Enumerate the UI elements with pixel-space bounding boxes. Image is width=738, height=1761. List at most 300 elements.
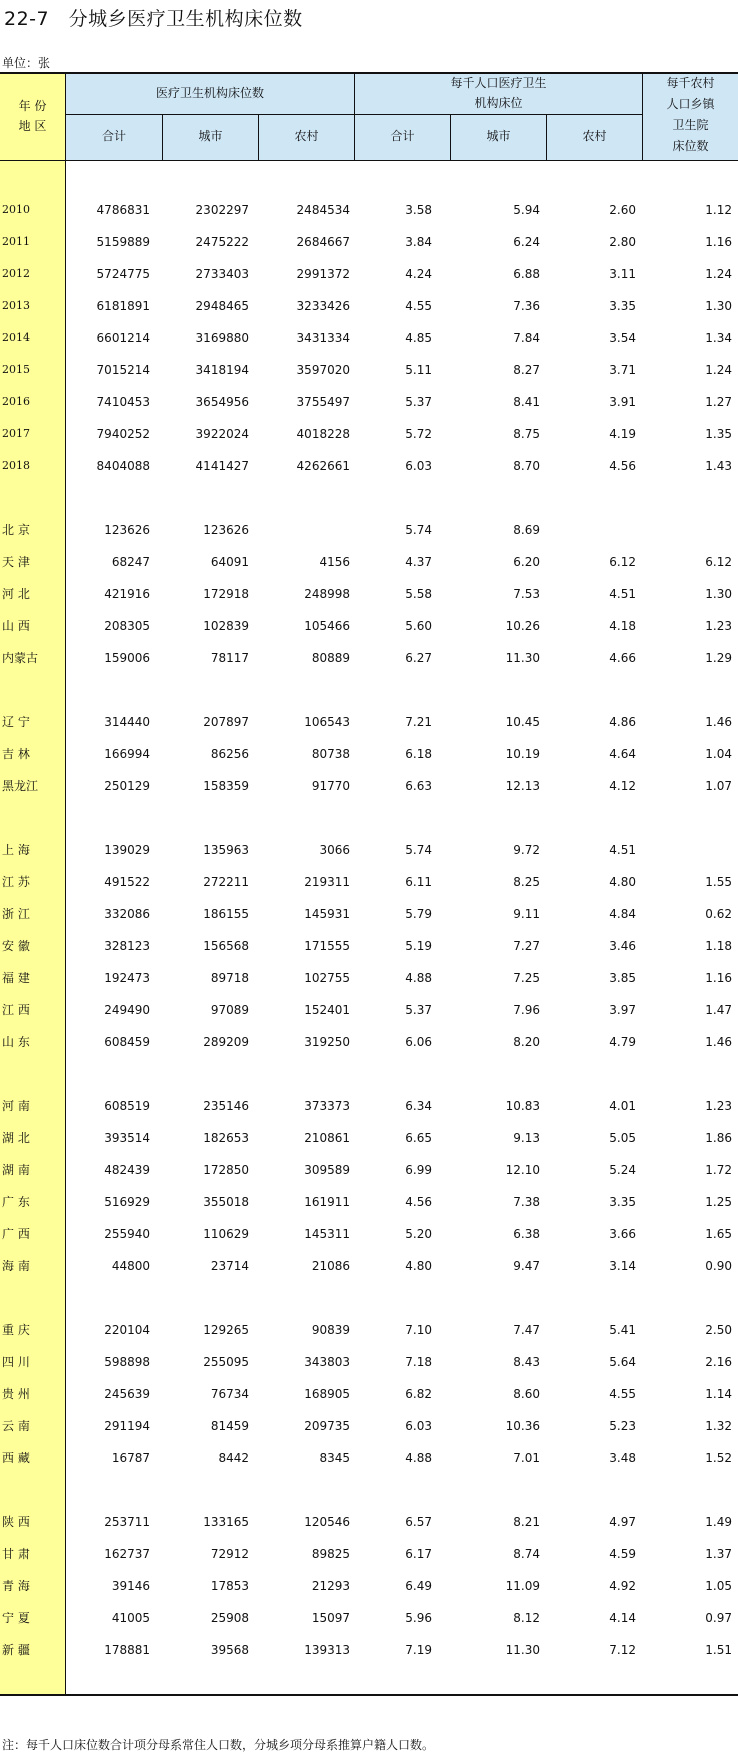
row-label: 重 庆 — [2, 1323, 30, 1337]
table-row — [0, 770, 738, 802]
row-label: 河 南 — [2, 1099, 30, 1113]
row-label: 吉 林 — [2, 747, 30, 761]
table-cell: 6.11 — [405, 875, 432, 889]
row-label: 黑龙江 — [2, 779, 39, 793]
table-cell: 76734 — [210, 1387, 249, 1401]
table-cell: 2.16 — [705, 1355, 732, 1369]
row-label: 新 疆 — [2, 1643, 30, 1657]
row-label: 西 藏 — [2, 1451, 30, 1465]
table-row — [0, 418, 738, 450]
table-cell: 1.23 — [705, 619, 732, 633]
table-cell: 5.19 — [405, 939, 432, 953]
table-cell: 120546 — [304, 1515, 350, 1529]
table-cell: 332086 — [104, 907, 150, 921]
table-cell: 289209 — [203, 1035, 249, 1049]
table-cell: 3.54 — [609, 331, 636, 345]
table-row — [0, 706, 738, 738]
table-cell: 178881 — [104, 1643, 150, 1657]
table-cell: 1.16 — [705, 235, 732, 249]
table-cell: 6.18 — [405, 747, 432, 761]
table-cell: 220104 — [104, 1323, 150, 1337]
table-row — [0, 1314, 738, 1346]
table-cell: 421916 — [104, 587, 150, 601]
table-cell: 123626 — [203, 523, 249, 537]
row-label: 云 南 — [2, 1419, 30, 1433]
table-cell: 10.19 — [505, 747, 540, 761]
table-cell: 5.96 — [405, 1611, 432, 1625]
table-cell: 1.51 — [705, 1643, 732, 1657]
table-cell: 8.69 — [513, 523, 540, 537]
table-cell: 6.06 — [405, 1035, 432, 1049]
table-cell: 6.27 — [405, 651, 432, 665]
row-label: 山 西 — [2, 619, 30, 633]
table-cell: 8.60 — [513, 1387, 540, 1401]
table-cell: 4.80 — [405, 1259, 432, 1273]
table-cell: 1.05 — [705, 1579, 732, 1593]
table-cell: 1.35 — [705, 427, 732, 441]
table-cell: 5159889 — [96, 235, 150, 249]
table-cell: 7940252 — [96, 427, 150, 441]
table-cell: 253711 — [104, 1515, 150, 1529]
table-row — [0, 194, 738, 226]
table-cell — [260, 514, 350, 546]
table-cell: 1.14 — [705, 1387, 732, 1401]
table-cell: 8.75 — [513, 427, 540, 441]
table-row — [0, 450, 738, 482]
row-label: 福 建 — [2, 971, 30, 985]
table-cell: 8.43 — [513, 1355, 540, 1369]
table-cell: 3.97 — [609, 1003, 636, 1017]
table-cell: 3.84 — [405, 235, 432, 249]
table-cell: 1.23 — [705, 1099, 732, 1113]
table-cell: 4.86 — [609, 715, 636, 729]
table-cell: 1.46 — [705, 715, 732, 729]
table-cell: 129265 — [203, 1323, 249, 1337]
table-cell: 72912 — [210, 1547, 249, 1561]
table-cell: 250129 — [104, 779, 150, 793]
table-cell: 4.88 — [405, 1451, 432, 1465]
table-cell: 4141427 — [195, 459, 249, 473]
subheader-rural-per-thousand: 农村 — [582, 129, 607, 143]
table-row — [0, 1538, 738, 1570]
table-row — [0, 1218, 738, 1250]
table-row — [0, 1602, 738, 1634]
unit-label: 单位：张 — [2, 56, 51, 70]
table-cell: 4.92 — [609, 1579, 636, 1593]
table-cell: 373373 — [304, 1099, 350, 1113]
table-cell: 3.91 — [609, 395, 636, 409]
table-cell: 2.60 — [609, 203, 636, 217]
table-row — [0, 386, 738, 418]
table-cell: 9.13 — [513, 1131, 540, 1145]
page-title: 22-7 分城乡医疗卫生机构床位数 — [4, 8, 303, 30]
table-cell: 7.18 — [405, 1355, 432, 1369]
table-cell: 39568 — [210, 1643, 249, 1657]
row-label: 陕 西 — [2, 1515, 30, 1529]
table-cell: 6.20 — [513, 555, 540, 569]
table-cell: 4.14 — [609, 1611, 636, 1625]
table-cell — [642, 514, 732, 546]
table-cell: 7.84 — [513, 331, 540, 345]
table-cell: 5.64 — [609, 1355, 636, 1369]
table-cell: 319250 — [304, 1035, 350, 1049]
table-cell: 3922024 — [195, 427, 249, 441]
table-cell: 5.79 — [405, 907, 432, 921]
table-cell: 8.20 — [513, 1035, 540, 1049]
table-cell: 1.65 — [705, 1227, 732, 1241]
table-row — [0, 1122, 738, 1154]
table-cell: 5.41 — [609, 1323, 636, 1337]
table-cell: 1.49 — [705, 1515, 732, 1529]
table-cell: 6.49 — [405, 1579, 432, 1593]
table-row — [0, 1026, 738, 1058]
table-cell: 482439 — [104, 1163, 150, 1177]
table-cell: 10.83 — [505, 1099, 540, 1113]
row-label: 内蒙古 — [2, 651, 39, 665]
table-cell: 4.66 — [609, 651, 636, 665]
row-label: 河 北 — [2, 587, 30, 601]
table-cell: 2684667 — [296, 235, 350, 249]
table-cell: 5724775 — [96, 267, 150, 281]
table-cell: 3654956 — [195, 395, 249, 409]
table-row — [0, 258, 738, 290]
table-cell: 8442 — [218, 1451, 249, 1465]
table-cell: 219311 — [304, 875, 350, 889]
row-label: 2010 — [2, 203, 30, 216]
table-cell: 8404088 — [96, 459, 150, 473]
table-row — [0, 226, 738, 258]
row-label: 广 西 — [2, 1227, 30, 1241]
row-label: 湖 北 — [2, 1131, 30, 1145]
table-cell: 9.11 — [513, 907, 540, 921]
table-cell: 80889 — [311, 651, 350, 665]
table-cell: 1.29 — [705, 651, 732, 665]
table-cell: 210861 — [304, 1131, 350, 1145]
table-cell: 102839 — [203, 619, 249, 633]
table-cell: 235146 — [203, 1099, 249, 1113]
table-cell: 6.03 — [405, 459, 432, 473]
table-cell: 1.27 — [705, 395, 732, 409]
row-label: 江 西 — [2, 1003, 30, 1017]
table-cell: 1.43 — [705, 459, 732, 473]
table-cell: 4.19 — [609, 427, 636, 441]
table-cell: 209735 — [304, 1419, 350, 1433]
header-region: 年 份 地 区 — [18, 99, 47, 133]
table-cell: 105466 — [304, 619, 350, 633]
table-row — [0, 1634, 738, 1666]
table-cell: 3.85 — [609, 971, 636, 985]
table-row — [0, 514, 738, 546]
table-cell: 5.23 — [609, 1419, 636, 1433]
table-cell: 89825 — [311, 1547, 350, 1561]
table-cell: 4.56 — [609, 459, 636, 473]
table-cell: 5.05 — [609, 1131, 636, 1145]
table-cell: 245639 — [104, 1387, 150, 1401]
table-cell: 3.11 — [609, 267, 636, 281]
table-cell: 2.50 — [705, 1323, 732, 1337]
table-cell: 8.74 — [513, 1547, 540, 1561]
row-label: 甘 肃 — [2, 1547, 30, 1561]
table-cell: 7.27 — [513, 939, 540, 953]
table-row — [0, 1250, 738, 1282]
table-cell: 314440 — [104, 715, 150, 729]
table-row — [0, 642, 738, 674]
header-beds-per-thousand: 每千人口医疗卫生 机构床位 — [450, 76, 547, 110]
table-cell: 255940 — [104, 1227, 150, 1241]
table-cell: 158359 — [203, 779, 249, 793]
table-cell: 166994 — [104, 747, 150, 761]
table-row — [0, 546, 738, 578]
table-cell: 1.30 — [705, 587, 732, 601]
table-cell: 192473 — [104, 971, 150, 985]
table-cell: 1.16 — [705, 971, 732, 985]
subheader-total: 合计 — [101, 129, 126, 143]
table-cell: 8345 — [319, 1451, 350, 1465]
table-cell: 7.53 — [513, 587, 540, 601]
table-cell: 309589 — [304, 1163, 350, 1177]
table-cell: 7.36 — [513, 299, 540, 313]
table-cell: 11.30 — [505, 651, 540, 665]
table-cell: 21086 — [311, 1259, 350, 1273]
table-cell: 3431334 — [296, 331, 350, 345]
table-cell: 1.52 — [705, 1451, 732, 1465]
table-cell: 172918 — [203, 587, 249, 601]
table-cell: 90839 — [311, 1323, 350, 1337]
table-cell: 249490 — [104, 1003, 150, 1017]
table-row — [0, 866, 738, 898]
table-cell: 133165 — [203, 1515, 249, 1529]
table-row — [0, 1154, 738, 1186]
table-cell: 7.10 — [405, 1323, 432, 1337]
table-cell: 1.72 — [705, 1163, 732, 1177]
table-cell: 8.70 — [513, 459, 540, 473]
table-row — [0, 1442, 738, 1474]
table-row — [0, 1506, 738, 1538]
table-cell: 102755 — [304, 971, 350, 985]
table-cell: 255095 — [203, 1355, 249, 1369]
table-cell: 156568 — [203, 939, 249, 953]
table-cell: 7015214 — [96, 363, 150, 377]
row-label: 北 京 — [2, 523, 30, 537]
table-cell: 41005 — [111, 1611, 150, 1625]
table-cell: 4.12 — [609, 779, 636, 793]
table-cell: 8.25 — [513, 875, 540, 889]
table-cell: 393514 — [104, 1131, 150, 1145]
row-label: 辽 宁 — [2, 715, 30, 729]
table-cell: 6601214 — [96, 331, 150, 345]
table-cell: 291194 — [104, 1419, 150, 1433]
table-cell: 4.01 — [609, 1099, 636, 1113]
table-cell: 139029 — [104, 843, 150, 857]
table-cell: 355018 — [203, 1195, 249, 1209]
table-cell: 1.32 — [705, 1419, 732, 1433]
table-cell: 10.26 — [505, 619, 540, 633]
table-cell: 3.71 — [609, 363, 636, 377]
table-cell: 15097 — [311, 1611, 350, 1625]
table-cell: 1.24 — [705, 363, 732, 377]
table-cell: 2484534 — [296, 203, 350, 217]
table-cell: 123626 — [104, 523, 150, 537]
table-cell: 7.19 — [405, 1643, 432, 1657]
table-cell: 6.17 — [405, 1547, 432, 1561]
row-label: 四 川 — [2, 1355, 30, 1369]
table-cell: 5.74 — [405, 843, 432, 857]
row-label: 上 海 — [2, 843, 30, 857]
table-cell: 1.34 — [705, 331, 732, 345]
table-cell: 208305 — [104, 619, 150, 633]
header-beds: 医疗卫生机构床位数 — [155, 86, 264, 100]
table-cell: 5.20 — [405, 1227, 432, 1241]
table-cell: 68247 — [111, 555, 150, 569]
table-cell: 3.66 — [609, 1227, 636, 1241]
table-cell: 182653 — [203, 1131, 249, 1145]
table-cell: 9.72 — [513, 843, 540, 857]
table-cell: 4.55 — [609, 1387, 636, 1401]
table-cell: 7.21 — [405, 715, 432, 729]
table-row — [0, 898, 738, 930]
table-cell: 3066 — [319, 843, 350, 857]
table-cell: 7.01 — [513, 1451, 540, 1465]
table-cell: 1.46 — [705, 1035, 732, 1049]
table-cell: 12.13 — [505, 779, 540, 793]
table-cell: 6.57 — [405, 1515, 432, 1529]
table-row — [0, 930, 738, 962]
table-row — [0, 354, 738, 386]
row-label: 贵 州 — [2, 1387, 30, 1401]
table-cell: 3.58 — [405, 203, 432, 217]
row-label: 青 海 — [2, 1579, 30, 1593]
table-row — [0, 1346, 738, 1378]
table-cell: 5.11 — [405, 363, 432, 377]
table-cell: 78117 — [210, 651, 249, 665]
row-label: 2014 — [2, 331, 30, 344]
table-cell: 3.48 — [609, 1451, 636, 1465]
table-cell: 8.41 — [513, 395, 540, 409]
table-cell: 3233426 — [296, 299, 350, 313]
table-cell: 6.65 — [405, 1131, 432, 1145]
table-cell: 171555 — [304, 939, 350, 953]
table-cell: 1.37 — [705, 1547, 732, 1561]
table-cell: 7.38 — [513, 1195, 540, 1209]
row-label: 江 苏 — [2, 875, 30, 889]
table-cell: 4.88 — [405, 971, 432, 985]
table-cell: 3169880 — [195, 331, 249, 345]
table-cell: 7410453 — [96, 395, 150, 409]
table-cell: 0.62 — [705, 907, 732, 921]
table-row — [0, 578, 738, 610]
table-row — [0, 738, 738, 770]
table-cell: 135963 — [203, 843, 249, 857]
table-cell: 186155 — [203, 907, 249, 921]
table-cell: 6.12 — [705, 555, 732, 569]
table-cell: 6.99 — [405, 1163, 432, 1177]
table-cell: 6.24 — [513, 235, 540, 249]
table-cell: 2475222 — [195, 235, 249, 249]
table-cell: 145931 — [304, 907, 350, 921]
table-cell: 152401 — [304, 1003, 350, 1017]
table-cell: 44800 — [111, 1259, 150, 1273]
table-cell: 172850 — [203, 1163, 249, 1177]
table-cell: 248998 — [304, 587, 350, 601]
table-cell: 10.36 — [505, 1419, 540, 1433]
table-cell: 7.96 — [513, 1003, 540, 1017]
table-cell: 5.37 — [405, 1003, 432, 1017]
table-cell: 39146 — [111, 1579, 150, 1593]
row-label: 2018 — [2, 459, 30, 472]
table-cell: 5.74 — [405, 523, 432, 537]
table-cell: 161911 — [304, 1195, 350, 1209]
table-cell: 1.04 — [705, 747, 732, 761]
row-label: 2017 — [2, 427, 30, 440]
table-cell: 3755497 — [296, 395, 350, 409]
table-row — [0, 610, 738, 642]
table-cell: 1.12 — [705, 203, 732, 217]
table-row — [0, 1570, 738, 1602]
table-cell: 23714 — [210, 1259, 249, 1273]
table-cell: 64091 — [210, 555, 249, 569]
table-cell: 4786831 — [96, 203, 150, 217]
table-cell: 3597020 — [296, 363, 350, 377]
table-cell: 5.37 — [405, 395, 432, 409]
table-cell: 145311 — [304, 1227, 350, 1241]
table-cell: 4.84 — [609, 907, 636, 921]
row-label: 2012 — [2, 267, 30, 280]
table-cell: 1.24 — [705, 267, 732, 281]
table-cell: 328123 — [104, 939, 150, 953]
table-cell: 1.86 — [705, 1131, 732, 1145]
table-cell: 89718 — [210, 971, 249, 985]
table-cell: 86256 — [210, 747, 249, 761]
table-cell: 3.35 — [609, 1195, 636, 1209]
table-cell: 5.24 — [609, 1163, 636, 1177]
table-cell: 4.55 — [405, 299, 432, 313]
table-cell: 7.12 — [609, 1643, 636, 1657]
row-label: 湖 南 — [2, 1163, 30, 1177]
table-cell: 6181891 — [96, 299, 150, 313]
row-label: 海 南 — [2, 1259, 30, 1273]
subheader-urban-per-thousand: 城市 — [486, 129, 511, 143]
table-cell: 11.30 — [505, 1643, 540, 1657]
table-cell: 139313 — [304, 1643, 350, 1657]
table-cell: 3.46 — [609, 939, 636, 953]
table-cell: 272211 — [203, 875, 249, 889]
table-cell: 2.80 — [609, 235, 636, 249]
table-cell: 207897 — [203, 715, 249, 729]
table-cell: 168905 — [304, 1387, 350, 1401]
table-cell: 3.35 — [609, 299, 636, 313]
table-cell: 5.72 — [405, 427, 432, 441]
table-cell: 2302297 — [195, 203, 249, 217]
table-cell: 1.55 — [705, 875, 732, 889]
table-cell: 4.80 — [609, 875, 636, 889]
table-cell: 3418194 — [195, 363, 249, 377]
header-township-beds: 每千农村 人口乡镇 卫生院 床位数 — [666, 76, 715, 153]
table-cell: 608519 — [104, 1099, 150, 1113]
table-cell: 6.82 — [405, 1387, 432, 1401]
table-cell: 1.18 — [705, 939, 732, 953]
table-cell: 81459 — [210, 1419, 249, 1433]
row-label: 2015 — [2, 363, 30, 376]
row-label: 2011 — [2, 235, 30, 248]
table-row — [0, 1378, 738, 1410]
table-row — [0, 290, 738, 322]
row-label: 天 津 — [2, 555, 30, 569]
table-cell: 4.18 — [609, 619, 636, 633]
table-cell: 6.03 — [405, 1419, 432, 1433]
table-cell: 4018228 — [296, 427, 350, 441]
table-cell: 3.14 — [609, 1259, 636, 1273]
table-cell: 4.51 — [609, 587, 636, 601]
